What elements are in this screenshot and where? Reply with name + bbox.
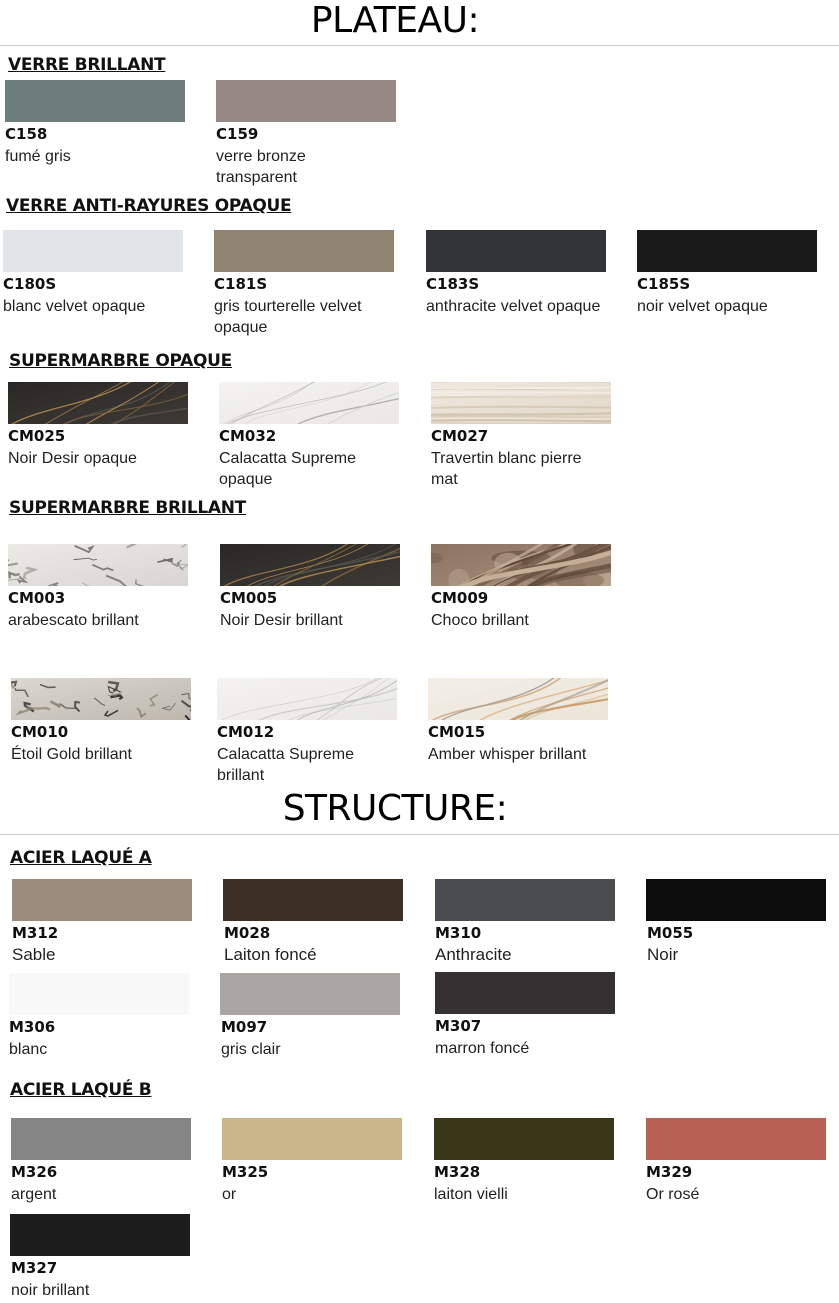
marble-texture-graphic xyxy=(8,382,188,424)
swatch-code: M028 xyxy=(224,924,271,942)
swatch-m055[interactable] xyxy=(646,879,826,921)
divider xyxy=(0,45,839,46)
swatch-name: Anthracite xyxy=(435,945,512,964)
marble-texture-graphic xyxy=(431,382,611,424)
swatch-c181s[interactable] xyxy=(214,230,394,272)
swatch-name: Or rosé xyxy=(646,1186,700,1203)
swatch-name: anthracite velvet opaque xyxy=(426,298,601,315)
marble-texture-graphic xyxy=(428,678,608,720)
divider xyxy=(0,834,839,835)
swatch-name: gris clair xyxy=(221,1041,281,1058)
swatch-name: Étoil Gold brillant xyxy=(11,746,132,763)
swatch-cm003[interactable] xyxy=(8,544,188,586)
marble-texture-graphic xyxy=(217,678,397,720)
marble-texture-graphic xyxy=(219,382,399,424)
section-heading-acier-laque-a: ACIER LAQUÉ A xyxy=(10,848,152,868)
marble-texture-graphic xyxy=(431,544,611,586)
swatch-cm005[interactable] xyxy=(220,544,400,586)
swatch-code: M055 xyxy=(647,924,694,942)
swatch-code: M306 xyxy=(9,1018,56,1036)
swatch-code: CM032 xyxy=(219,427,277,445)
swatch-code: CM009 xyxy=(431,589,489,607)
swatch-code: C185S xyxy=(637,275,691,293)
swatch-cm025[interactable] xyxy=(8,382,188,424)
swatch-name: laiton vielli xyxy=(434,1186,508,1203)
swatch-name: Laiton foncé xyxy=(224,945,317,964)
swatch-name: argent xyxy=(11,1186,57,1203)
section-heading-verre-anti-rayures: VERRE ANTI-RAYURES OPAQUE xyxy=(6,196,292,216)
swatch-name: verre bronze transparent xyxy=(216,148,306,186)
swatch-cm032[interactable] xyxy=(219,382,399,424)
swatch-c183s[interactable] xyxy=(426,230,606,272)
marble-texture-graphic xyxy=(11,678,191,720)
section-heading-acier-laque-b: ACIER LAQUÉ B xyxy=(10,1080,152,1100)
swatch-name: gris tourterelle velvet opaque xyxy=(214,298,362,336)
swatch-code: M326 xyxy=(11,1163,58,1181)
swatch-name: Amber whisper brillant xyxy=(428,746,587,763)
swatch-m028[interactable] xyxy=(223,879,403,921)
swatch-code: CM010 xyxy=(11,723,69,741)
section-heading-verre-brillant: VERRE BRILLANT xyxy=(8,55,166,75)
swatch-name: marron foncé xyxy=(435,1040,530,1057)
swatch-cm015[interactable] xyxy=(428,678,608,720)
swatch-code: C180S xyxy=(3,275,57,293)
plateau-title: PLATEAU: xyxy=(310,0,480,41)
swatch-m327[interactable] xyxy=(10,1214,190,1256)
marble-texture-graphic xyxy=(8,544,188,586)
swatch-code: M097 xyxy=(221,1018,268,1036)
swatch-code: M327 xyxy=(11,1259,58,1277)
swatch-name: noir velvet opaque xyxy=(637,298,768,315)
swatch-name: Sable xyxy=(12,945,56,964)
swatch-code: M312 xyxy=(12,924,59,942)
swatch-c158[interactable] xyxy=(5,80,185,122)
swatch-m312[interactable] xyxy=(12,879,192,921)
swatch-m328[interactable] xyxy=(434,1118,614,1160)
swatch-cm027[interactable] xyxy=(431,382,611,424)
swatch-code: M325 xyxy=(222,1163,269,1181)
section-heading-supermarbre-brillant: SUPERMARBRE BRILLANT xyxy=(9,498,246,518)
swatch-name: Travertin blanc pierre mat xyxy=(431,450,582,488)
swatch-name: Choco brillant xyxy=(431,612,529,629)
swatch-c159[interactable] xyxy=(216,80,396,122)
swatch-m310[interactable] xyxy=(435,879,615,921)
swatch-cm012[interactable] xyxy=(217,678,397,720)
swatch-name: blanc xyxy=(9,1041,48,1058)
swatch-m329[interactable] xyxy=(646,1118,826,1160)
swatch-code: M329 xyxy=(646,1163,693,1181)
swatch-code: CM025 xyxy=(8,427,66,445)
swatch-code: CM015 xyxy=(428,723,486,741)
marble-texture-graphic xyxy=(220,544,400,586)
swatch-code: CM012 xyxy=(217,723,275,741)
swatch-name: arabescato brillant xyxy=(8,612,139,629)
swatch-m307[interactable] xyxy=(435,972,615,1014)
swatch-m325[interactable] xyxy=(222,1118,402,1160)
swatch-c185s[interactable] xyxy=(637,230,817,272)
swatch-code: CM005 xyxy=(220,589,278,607)
swatch-cm009[interactable] xyxy=(431,544,611,586)
swatch-name: or xyxy=(222,1186,237,1203)
swatch-c180s[interactable] xyxy=(3,230,183,272)
structure-title: STRUCTURE: xyxy=(282,788,508,829)
swatch-name: Noir Desir brillant xyxy=(220,612,343,629)
section-heading-supermarbre-opaque: SUPERMARBRE OPAQUE xyxy=(9,351,232,371)
swatch-code: C158 xyxy=(5,125,48,143)
swatch-code: C159 xyxy=(216,125,259,143)
swatch-code: C181S xyxy=(214,275,268,293)
swatch-name: Calacatta Supreme opaque xyxy=(219,450,356,488)
swatch-code: M310 xyxy=(435,924,482,942)
swatch-name: noir brillant xyxy=(11,1282,90,1299)
swatch-name: Noir xyxy=(647,945,679,964)
swatch-cm010[interactable] xyxy=(11,678,191,720)
swatch-name: fumé gris xyxy=(5,148,71,165)
swatch-code: M328 xyxy=(434,1163,481,1181)
swatch-name: Calacatta Supreme brillant xyxy=(217,746,354,784)
swatch-m326[interactable] xyxy=(11,1118,191,1160)
swatch-m306[interactable] xyxy=(9,973,189,1015)
swatch-code: CM027 xyxy=(431,427,489,445)
swatch-name: blanc velvet opaque xyxy=(3,298,146,315)
swatch-code: M307 xyxy=(435,1017,482,1035)
swatch-code: CM003 xyxy=(8,589,66,607)
swatch-code: C183S xyxy=(426,275,480,293)
swatch-m097[interactable] xyxy=(220,973,400,1015)
swatch-name: Noir Desir opaque xyxy=(8,450,137,467)
